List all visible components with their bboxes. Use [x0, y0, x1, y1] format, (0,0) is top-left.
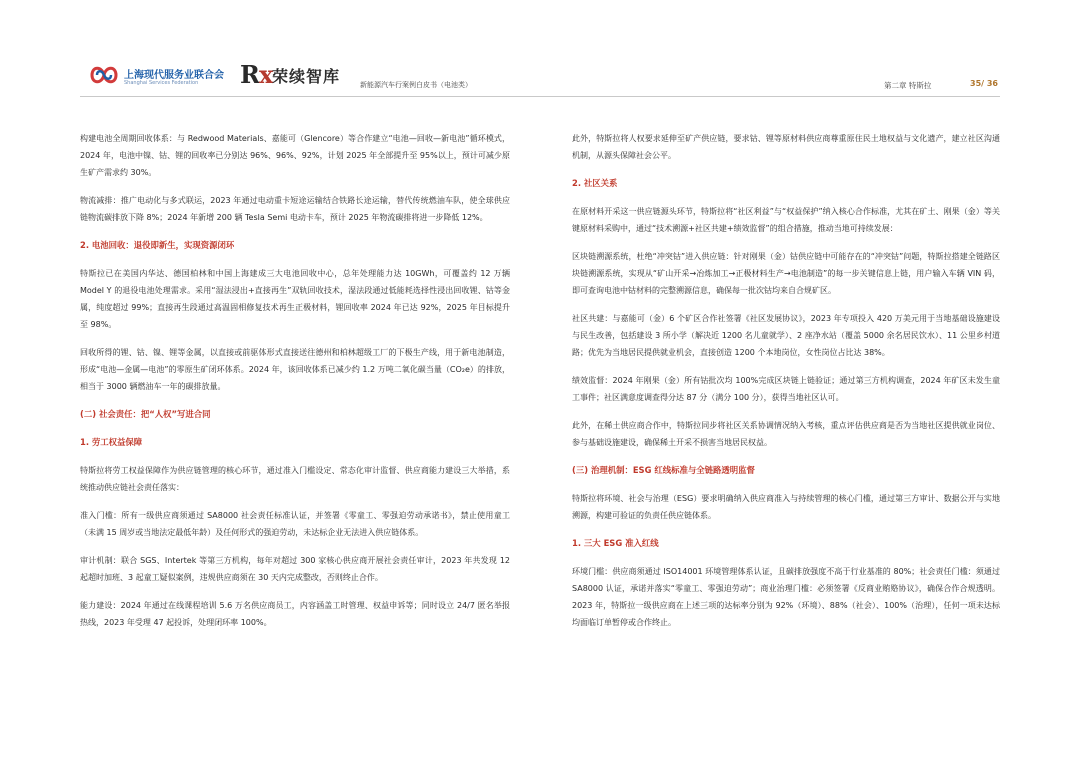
report-title: 新能源汽车行案例白皮书（电池类） — [360, 81, 472, 89]
paragraph: 在原材料开采这一供应链源头环节，特斯拉将“社区利益”与“权益保护”纳入核心合作标准，尤其在矿土、刚果（金）等关键原材料采购中，通过“技术溯源+社区共建+绩效监督”的组合措施，推动当地可持续发展： — [572, 207, 1000, 233]
paragraph: 此外，特斯拉将人权要求延伸至矿产供应链，要求钴、锂等原材料供应商尊重原住民土地权益与文化遗产，建立社区沟通机制，从源头保障社会公平。 — [572, 134, 1000, 160]
page-header — [0, 0, 1080, 104]
paragraph: 回收所得的锂、钴、镍、锂等金属，以直接或前驱体形式直接送往德州和柏林超级工厂的下极生产线，用于新电池制造，形成“电池—金属—电池”的零原生矿闭环体系。2024 年，该回收体系已减少约 1.2 万吨二氧化碳当量（CO₂e）的排放，相当于 3000 辆燃油车一年的碳排放量。 — [80, 348, 510, 391]
section-heading: 2. 电池回收：退役即新生，实现资源闭环 — [80, 240, 235, 250]
section-heading: (三) 治理机制：ESG 红线标准与全链路透明监督 — [572, 465, 755, 475]
org-name-cn: 上海现代服务业联合会 — [124, 70, 224, 81]
org-name-en: Shanghai Services Federation — [124, 80, 199, 86]
ssf-logo-icon — [88, 62, 120, 88]
paragraph: 特斯拉已在美国内华达、德国柏林和中国上海建成三大电池回收中心，总年处理能力达 10GWh，可覆盖约 12 万辆 Model Y 的退役电池处理需求。采用“湿法浸出+直接再生”双轨回收技术，湿法段通过低能耗选择性浸出回收锂、钴等金属，纯度超过 99%；直接再生段通过高温固相修复技术再生正极材料，锂回收率 2024 年已达 92%，2025 年目标提升至 98%。 — [80, 269, 510, 329]
section-heading: (二) 社会责任：把“人权”写进合同 — [80, 409, 211, 419]
paragraph: 准入门槛：所有一级供应商须通过 SA8000 社会责任标准认证，并签署《零童工、零强迫劳动承诺书》，禁止使用童工（未满 15 周岁或当地法定最低年龄）及任何形式的强迫劳动，未达标企业无法进入供应链体系。 — [80, 511, 510, 537]
paragraph: 绩效监督：2024 年刚果（金）所有钴批次均 100%完成区块链上链验证；通过第三方机构调查，2024 年矿区未发生童工事件；社区满意度调查得分达 87 分（满分 100 分），获得当地社区认可。 — [572, 376, 1000, 402]
rx-logo: Rx — [240, 60, 273, 89]
chapter-label: 第二章 特斯拉 — [884, 81, 932, 90]
paragraph: 构建电池全周期回收体系：与 Redwood Materials、嘉能可（Glencore）等合作建立“电池—回收—新电池”循环模式，2024 年，电池中镍、钴、锂的回收率已分别达 96%、96%、92%，计划 2025 年全部提升至 95%以上，预计可减少原生矿产需求约 30%。 — [80, 134, 510, 177]
paragraph: 能力建设：2024 年通过在线课程培训 5.6 万名供应商员工，内容涵盖工时管理、权益申诉等；同时设立 24/7 匿名举报热线，2023 年受理 47 起投诉，处理闭环率 100%。 — [80, 601, 510, 627]
paragraph: 特斯拉将环境、社会与治理（ESG）要求明确纳入供应商准入与持续管理的核心门槛，通过第三方审计、数据公开与实地溯源，构建可验证的负责任供应链体系。 — [572, 494, 1000, 520]
paragraph: 此外，在稀土供应商合作中，特斯拉同步将社区关系协调情况纳入考核，重点评估供应商是否为当地社区提供就业岗位、参与基础设施建设，确保稀土开采不损害当地居民权益。 — [572, 421, 1000, 447]
paragraph: 环境门槛：供应商须通过 ISO14001 环境管理体系认证，且碳排放强度不高于行业基准的 80%；社会责任门槛：须通过 SA8000 认证，承诺并落实“零童工、零强迫劳动”；商业治理门槛：必须签署《反商业贿赂协议》，确保合作合规透明。2023 年，特斯拉一级供应商在上述三项的达标率分别为 92%（环境）、88%（社会）、100%（治理），任何一项未达标均面临订单暂停或合作终止。 — [572, 567, 1000, 627]
page-number: 35/ 36 — [970, 79, 998, 88]
right-column — [572, 130, 1000, 642]
paragraph: 物流减排：推广电动化与多式联运，2023 年通过电动重卡短途运输结合铁路长途运输，替代传统燃油车队，使全球供应链物流碳排放下降 8%；2024 年新增 200 辆 Tesla Semi 电动卡车，预计 2025 年物流碳排将进一步降低 12%。 — [80, 196, 510, 222]
left-column — [80, 130, 510, 642]
brand-name: 荣续智库 — [272, 67, 341, 86]
header-divider — [80, 96, 1000, 97]
section-heading: 1. 劳工权益保障 — [80, 437, 143, 447]
section-heading: 2. 社区关系 — [572, 178, 618, 188]
paragraph: 特斯拉将劳工权益保障作为供应链管理的核心环节，通过准入门槛设定、常态化审计监督、供应商能力建设三大举措，系统推动供应链社会责任落实： — [80, 466, 510, 492]
paragraph: 区块链溯源系统，杜绝“冲突钴”进入供应链：针对刚果（金）钴供应链中可能存在的“冲突钴”问题，特斯拉搭建全链路区块链溯源系统，实现从“矿山开采→冶炼加工→正极材料生产→电池制造”的每一步关键信息上链，用户输入车辆 VIN 码，即可查询电池中钴材料的完整溯源信息，确保每一批次钴均来自合规矿区。 — [572, 252, 1000, 295]
paragraph: 社区共建：与嘉能可（金）6 个矿区合作社签署《社区发展协议》，2023 年专项投入 420 万美元用于当地基础设施建设与民生改善，包括建设 3 所小学（解决近 1200 名儿童就学）、2 座净水站（覆盖 5000 余名居民饮水）、11 公里乡村道路；优先为当地居民提供就业机会，直接创造 1200 个本地岗位，女性岗位占比达 38%。 — [572, 314, 1000, 357]
paragraph: 审计机制：联合 SGS、Intertek 等第三方机构，每年对超过 300 家核心供应商开展社会责任审计，2023 年共发现 12 起超时加班、3 起童工疑似案例，违规供应商须在 30 天内完成整改，否则终止合作。 — [80, 556, 510, 582]
section-heading: 1. 三大 ESG 准入红线 — [572, 538, 659, 548]
